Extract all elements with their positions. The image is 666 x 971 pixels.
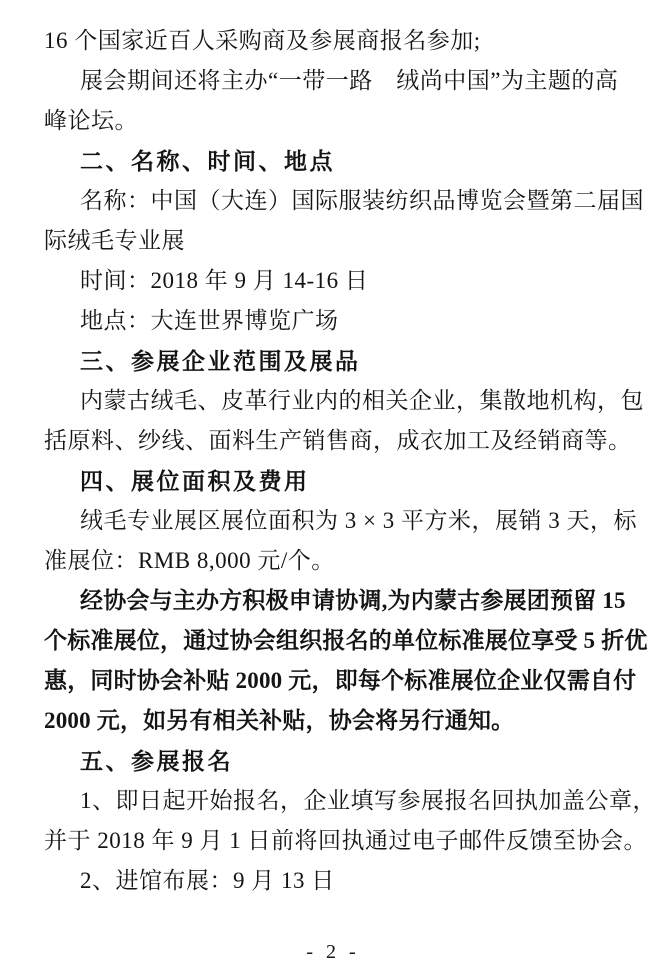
emphasis-line: 经协会与主办方积极申请协调,为内蒙古参展团预留 15 <box>80 588 626 613</box>
text-line: 1、即日起开始报名，企业填写参展报名回执加盖公章， <box>80 788 656 813</box>
text-line: 展会期间还将主办“一带一路 绒尚中国”为主题的高 <box>80 68 619 93</box>
emphasis-line: 个标准展位，通过协会组织报名的单位标准展位享受 5 折优 <box>44 628 648 653</box>
text-line: 内蒙古绒毛、皮革行业内的相关企业，集散地机构，包 <box>80 388 644 413</box>
document-body <box>44 21 656 901</box>
text-line: 16 个国家近百人采购商及参展商报名参加; <box>44 28 481 53</box>
text-line: 绒毛专业展区展位面积为 3 × 3 平方米，展销 3 天，标 <box>80 508 637 533</box>
text-line: 并于 2018 年 9 月 1 日前将回执通过电子邮件反馈至协会。 <box>44 828 647 853</box>
text-line: 名称：中国（大连）国际服装纺织品博览会暨第二届国 <box>80 188 644 213</box>
section-heading-3: 三、参展企业范围及展品 <box>80 348 361 374</box>
section-heading-2: 二、名称、时间、地点 <box>80 148 335 174</box>
text-line: 括原料、纱线、面料生产销售商，成衣加工及经销商等。 <box>44 428 632 453</box>
section-heading-5: 五、参展报名 <box>80 748 233 774</box>
text-line: 峰论坛。 <box>44 108 138 133</box>
text-line: 时间：2018 年 9 月 14-16 日 <box>80 268 369 293</box>
page-number: - 2 - <box>306 941 360 963</box>
text-line: 准展位：RMB 8,000 元/个。 <box>44 548 335 573</box>
emphasis-line: 2000 元，如另有相关补贴，协会将另行通知。 <box>44 708 515 733</box>
text-line: 际绒毛专业展 <box>44 228 185 253</box>
emphasis-line: 惠，同时协会补贴 2000 元，即每个标准展位企业仅需自付 <box>44 668 637 693</box>
text-line: 2、进馆布展：9 月 13 日 <box>80 868 335 893</box>
section-heading-4: 四、展位面积及费用 <box>80 468 310 494</box>
text-line: 地点：大连世界博览广场 <box>80 308 339 333</box>
